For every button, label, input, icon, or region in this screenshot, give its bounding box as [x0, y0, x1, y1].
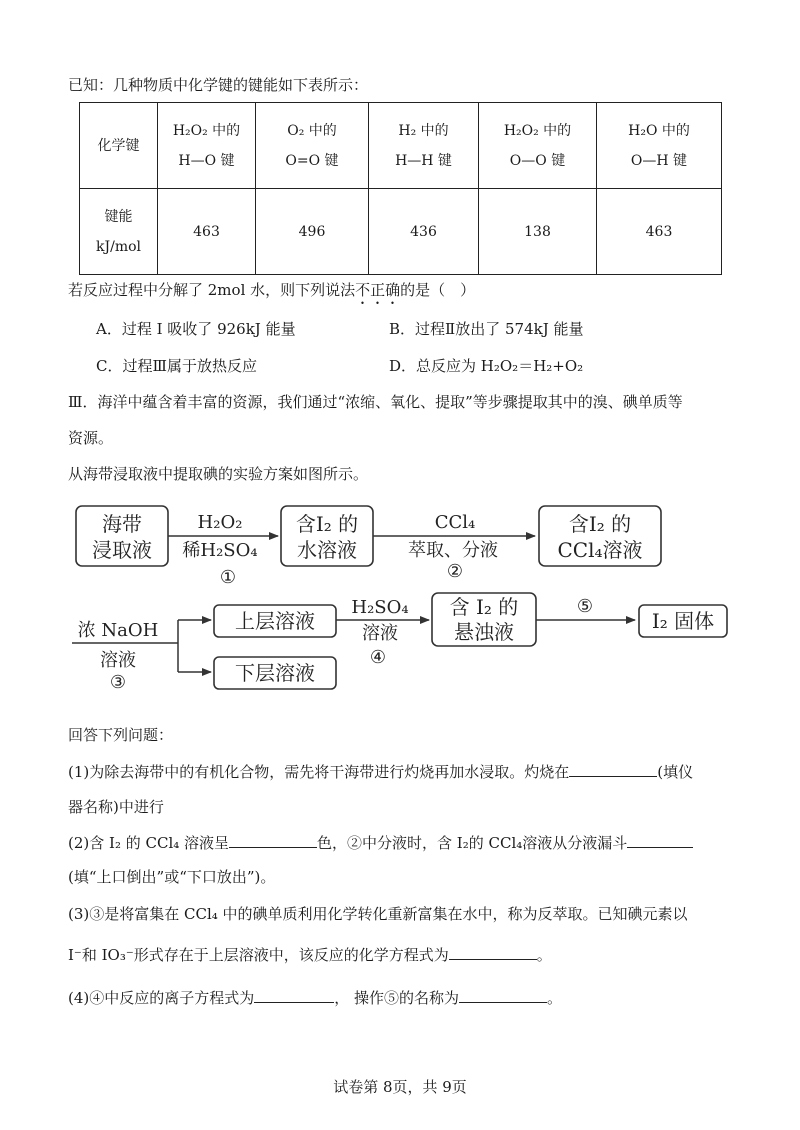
- section3-line3: 从海带浸取液中提取碘的实验方案如图所示。: [68, 465, 369, 483]
- step-1-label: ①: [219, 567, 237, 588]
- lower-layer-label: 下层溶液: [235, 661, 315, 685]
- answer-blank-4b[interactable]: [459, 986, 547, 1003]
- header-cell: H₂O₂ 中的 O—O 键: [479, 103, 597, 189]
- option-d[interactable]: D．总反应为 H₂O₂＝H₂+O₂: [389, 357, 584, 375]
- question-stem: 若反应过程中分解了 2mol 水，则下列说法不正确的是（ ）: [68, 281, 476, 299]
- reagent-bottom: 溶液: [100, 650, 136, 671]
- table-cell: 496: [256, 189, 369, 275]
- answer-blank-3[interactable]: [449, 943, 537, 960]
- intro-text: 已知：几种物质中化学键的键能如下表所示：: [68, 76, 369, 94]
- option-c[interactable]: C．过程Ⅲ属于放热反应: [96, 357, 257, 375]
- question-3: (3)③是将富集在 CCl₄ 中的碘单质利用化学转化重新富集在水中，称为反萃取。已知碘元素以: [68, 905, 688, 923]
- arrow1-top: H₂O₂: [197, 512, 243, 533]
- box1-line2: 浸取液: [92, 538, 152, 562]
- box5-line2: 悬浊液: [454, 620, 514, 644]
- section3-line2: 资源。: [68, 429, 114, 447]
- header-cell: H₂O₂ 中的 H—O 键: [158, 103, 256, 189]
- option-a[interactable]: A．过程 I 吸收了 926kJ 能量: [96, 320, 296, 338]
- answer-blank-2a[interactable]: [229, 831, 317, 848]
- page-footer: 试卷第 8页，共 9页: [333, 1078, 467, 1096]
- box1-line1: 海带: [102, 512, 142, 536]
- arrow1-bottom: 稀H₂SO₄: [182, 540, 258, 561]
- arrow2-top: CCl₄: [434, 512, 476, 533]
- question-1-line2: 器名称)中进行: [68, 798, 164, 816]
- question-2: (2)含 I₂ 的 CCl₄ 溶液呈 色，②中分液时，含 I₂的 CCl₄溶液从分液漏斗: [68, 831, 693, 854]
- iodine-solid-label: I₂ 固体: [651, 609, 715, 633]
- question-2-line2: (填“上口倒出”或“下口放出”)。: [68, 868, 276, 886]
- arrow4-top: H₂SO₄: [351, 597, 409, 618]
- question-3-line2: I⁻和 IO₃⁻形式存在于上层溶液中，该反应的化学方程式为 。: [68, 943, 552, 966]
- reagent-top: 浓 NaOH: [77, 620, 159, 641]
- step-4-label: ④: [369, 647, 387, 668]
- table-cell: 436: [369, 189, 479, 275]
- step-2-label: ②: [446, 561, 464, 582]
- answer-blank-4a[interactable]: [254, 986, 334, 1003]
- table-cell: 138: [479, 189, 597, 275]
- box3-line2: CCl₄溶液: [557, 538, 643, 562]
- box5-line1: 含 I₂ 的: [449, 595, 519, 619]
- box3-line1: 含I₂ 的: [568, 512, 632, 536]
- answer-blank-1[interactable]: [569, 760, 657, 777]
- box2-line2: 水溶液: [297, 538, 357, 562]
- answer-intro: 回答下列问题：: [68, 726, 174, 744]
- emphasis-text: 不正确: [355, 281, 401, 299]
- table-cell: 463: [158, 189, 256, 275]
- answer-blank-2b[interactable]: [627, 831, 693, 848]
- question-1: (1)为除去海带中的有机化合物，需先将干海带进行灼烧再加水浸取。灼烧在 (填仪: [68, 760, 693, 783]
- header-cell: H₂O 中的 O—H 键: [597, 103, 722, 189]
- arrow4-bottom: 溶液: [362, 623, 398, 644]
- header-label: 化学键: [80, 103, 158, 189]
- question-4: (4)④中反应的离子方程式为 ， 操作⑤的名称为 。: [68, 986, 562, 1009]
- arrow2-bottom: 萃取、分液: [408, 540, 498, 561]
- step-5-label: ⑤: [576, 596, 594, 617]
- step-3-label: ③: [109, 672, 127, 693]
- header-cell: O₂ 中的 O=O 键: [256, 103, 369, 189]
- row-label: 键能 kJ/mol: [80, 189, 158, 275]
- box2-line1: 含I₂ 的: [295, 512, 359, 536]
- option-b[interactable]: B．过程Ⅱ放出了 574kJ 能量: [389, 320, 584, 338]
- upper-layer-label: 上层溶液: [235, 609, 315, 633]
- header-cell: H₂ 中的 H—H 键: [369, 103, 479, 189]
- table-cell: 463: [597, 189, 722, 275]
- section3-line1: Ⅲ．海洋中蕴含着丰富的资源，我们通过“浓缩、氧化、提取”等步骤提取其中的溴、碘单质等: [68, 393, 683, 411]
